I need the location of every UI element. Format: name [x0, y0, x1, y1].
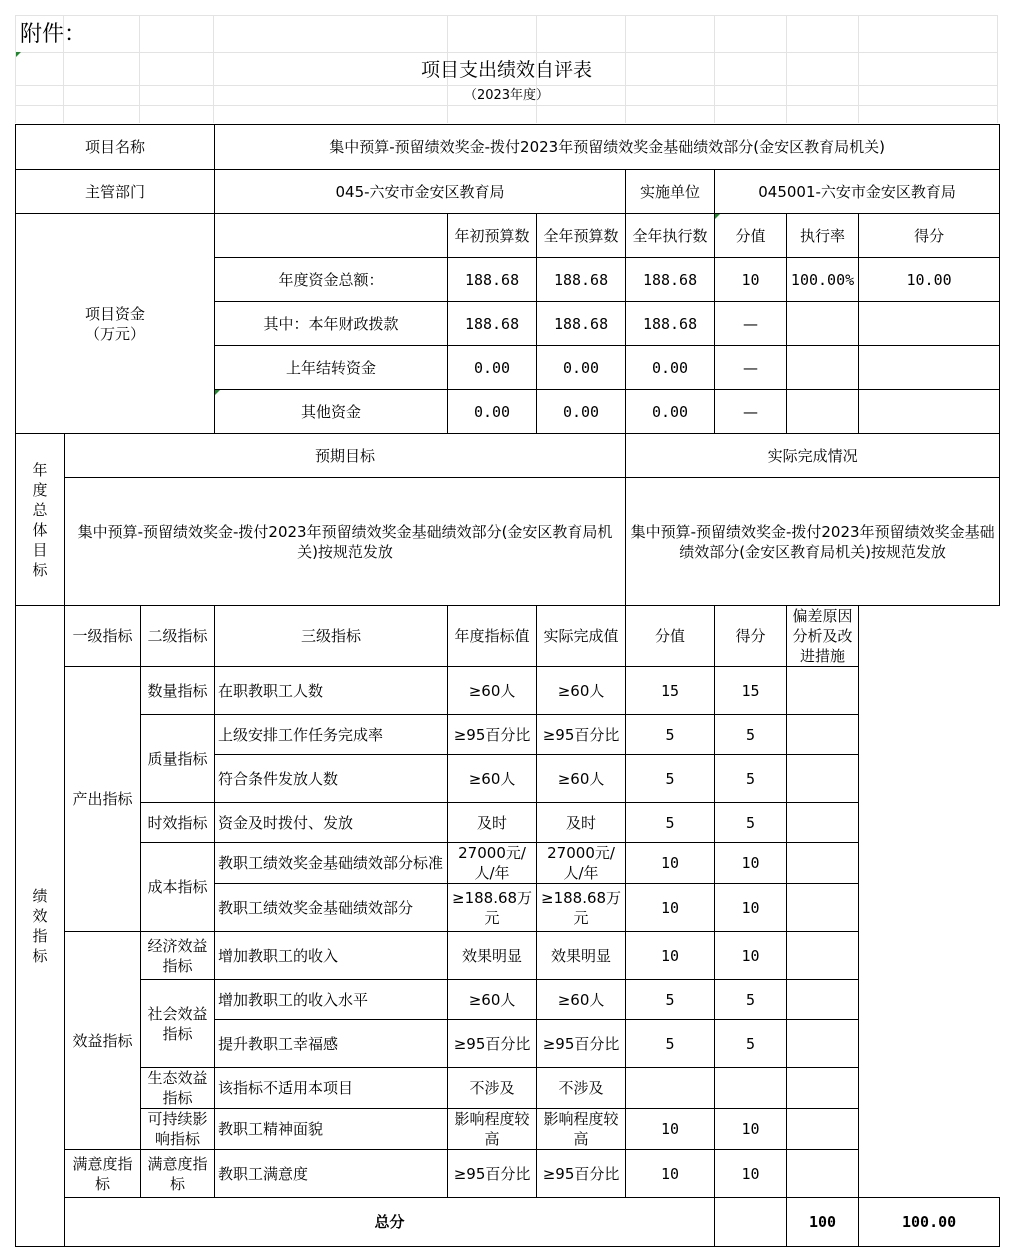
funds-score-value: —: [715, 346, 787, 390]
funds-row-name: 其他资金: [215, 390, 448, 434]
indicator-name: 在职教职工人数: [215, 667, 448, 715]
indicator-value: 15: [626, 667, 715, 715]
funds-header-score-value: 分值: [715, 214, 787, 258]
indicator-note: [787, 843, 859, 884]
funds-row-name: 年度资金总额：: [215, 258, 448, 302]
indicator-note: [787, 932, 859, 980]
indicator-target: 影响程度较高: [448, 1109, 537, 1150]
indicator-value: 5: [626, 1020, 715, 1068]
funds-initial: 0.00: [448, 390, 537, 434]
indicator-row: [16, 803, 1000, 843]
actual-goal-header: 实际完成情况: [626, 434, 1000, 478]
indicator-value: 5: [626, 803, 715, 843]
funds-rate: 100.00%: [787, 258, 859, 302]
indicator-actual: 27000元/人/年: [537, 843, 626, 884]
indicator-note: [787, 755, 859, 803]
indicator-name: 上级安排工作任务完成率: [215, 715, 448, 755]
indicator-name: 增加教职工的收入水平: [215, 980, 448, 1020]
indicator-score: 15: [715, 667, 787, 715]
funds-rate: [787, 346, 859, 390]
indicator-actual: 不涉及: [537, 1068, 626, 1109]
indicator-row: [16, 1150, 1000, 1198]
indicator-score: 10: [715, 1109, 787, 1150]
indicator-score: 5: [715, 980, 787, 1020]
header-note: 偏差原因分析及改进措施: [787, 606, 859, 667]
level1-benefit: 效益指标: [65, 932, 141, 1150]
indicator-note: [787, 1109, 859, 1150]
funds-score-value: —: [715, 390, 787, 434]
level2-satisfaction: 满意度指标: [141, 1150, 215, 1198]
indicator-target: 及时: [448, 803, 537, 843]
indicator-note: [787, 667, 859, 715]
expected-goal-text: 集中预算-预留绩效奖金-拨付2023年预留绩效奖金基础绩效部分(金安区教育局机关)按规范发放: [65, 478, 626, 606]
funds-annual: 0.00: [537, 390, 626, 434]
funds-executed: 0.00: [626, 346, 715, 390]
funds-rate: [787, 302, 859, 346]
funds-score: [859, 390, 1000, 434]
indicator-target: ≥95百分比: [448, 1020, 537, 1068]
unit-value: 045001-六安市金安区教育局: [715, 170, 1000, 214]
level1-satisfaction: 满意度指标: [65, 1150, 141, 1198]
funds-annual: 188.68: [537, 258, 626, 302]
indicator-value: [626, 1068, 715, 1109]
funds-header-initial: 年初预算数: [448, 214, 537, 258]
indicator-score: 10: [715, 1150, 787, 1198]
funds-header-executed: 全年执行数: [626, 214, 715, 258]
total-value: 100: [787, 1198, 859, 1247]
indicator-score: 5: [715, 803, 787, 843]
indicator-score: 5: [715, 755, 787, 803]
funds-header-blank: [215, 214, 448, 258]
indicator-value: 10: [626, 1150, 715, 1198]
funds-header-score: 得分: [859, 214, 1000, 258]
indicator-note: [787, 803, 859, 843]
level2-ecological: 生态效益指标: [141, 1068, 215, 1109]
indicator-name: 提升教职工幸福感: [215, 1020, 448, 1068]
indicator-actual: ≥60人: [537, 755, 626, 803]
funds-annual: 0.00: [537, 346, 626, 390]
indicator-actual: 及时: [537, 803, 626, 843]
indicator-name: 符合条件发放人数: [215, 755, 448, 803]
indicator-score: 5: [715, 715, 787, 755]
funds-initial: 0.00: [448, 346, 537, 390]
indicator-actual: ≥60人: [537, 667, 626, 715]
funds-rate: [787, 390, 859, 434]
indicator-row: [16, 980, 1000, 1020]
level1-output: 产出指标: [65, 667, 141, 932]
indicators-label: 绩效指标: [16, 606, 65, 1247]
indicator-row: [16, 843, 1000, 884]
indicator-target: ≥95百分比: [448, 715, 537, 755]
header-score: 得分: [715, 606, 787, 667]
indicator-target: ≥60人: [448, 980, 537, 1020]
funds-score: [859, 346, 1000, 390]
header-actual: 实际完成值: [537, 606, 626, 667]
indicator-note: [787, 1068, 859, 1109]
level2-sustainable: 可持续影响指标: [141, 1109, 215, 1150]
header-level3: 三级指标: [215, 606, 448, 667]
indicator-row: [16, 1068, 1000, 1109]
indicator-name: 教职工绩效奖金基础绩效部分标准: [215, 843, 448, 884]
indicator-target: 27000元/人/年: [448, 843, 537, 884]
indicator-score: 10: [715, 843, 787, 884]
indicator-actual: ≥95百分比: [537, 1020, 626, 1068]
dept-label: 主管部门: [16, 170, 215, 214]
self-evaluation-table: [15, 124, 1000, 1247]
funds-score: [859, 302, 1000, 346]
funds-initial: 188.68: [448, 258, 537, 302]
funds-score-value: —: [715, 302, 787, 346]
indicator-target: ≥188.68万元: [448, 884, 537, 932]
indicator-note: [787, 1020, 859, 1068]
year-subtitle: （2023年度）: [463, 88, 550, 103]
indicator-name: 教职工满意度: [215, 1150, 448, 1198]
indicator-name: 资金及时拨付、发放: [215, 803, 448, 843]
funds-annual: 188.68: [537, 302, 626, 346]
expected-goal-header: 预期目标: [65, 434, 626, 478]
indicator-score: [715, 1068, 787, 1109]
indicator-row: [16, 667, 1000, 715]
indicator-note: [787, 715, 859, 755]
indicator-name: 教职工精神面貌: [215, 1109, 448, 1150]
unit-label: 实施单位: [626, 170, 715, 214]
indicator-note: [787, 884, 859, 932]
indicator-note: [787, 1150, 859, 1198]
indicator-actual: 效果明显: [537, 932, 626, 980]
funds-row-name: 其中：本年财政拨款: [215, 302, 448, 346]
indicator-value: 5: [626, 755, 715, 803]
level2-social: 社会效益指标: [141, 980, 215, 1068]
indicator-name: 该指标不适用本项目: [215, 1068, 448, 1109]
funds-score: 10.00: [859, 258, 1000, 302]
indicator-score: 10: [715, 932, 787, 980]
indicator-target: 效果明显: [448, 932, 537, 980]
indicator-score: 10: [715, 884, 787, 932]
funds-label: 项目资金 （万元）: [16, 214, 215, 434]
funds-row-name: 上年结转资金: [215, 346, 448, 390]
funds-initial: 188.68: [448, 302, 537, 346]
indicator-value: 5: [626, 980, 715, 1020]
project-name-value: 集中预算-预留绩效奖金-拨付2023年预留绩效奖金基础绩效部分(金安区教育局机关): [215, 125, 1000, 170]
total-blank: [715, 1198, 787, 1247]
indicator-value: 10: [626, 843, 715, 884]
indicator-actual: ≥60人: [537, 980, 626, 1020]
indicator-name: 增加教职工的收入: [215, 932, 448, 980]
indicator-actual: ≥95百分比: [537, 715, 626, 755]
indicator-target: ≥95百分比: [448, 1150, 537, 1198]
indicator-row: [16, 932, 1000, 980]
level2-cost: 成本指标: [141, 843, 215, 932]
indicator-value: 10: [626, 884, 715, 932]
indicator-value: 10: [626, 932, 715, 980]
indicator-actual: ≥188.68万元: [537, 884, 626, 932]
funds-executed: 0.00: [626, 390, 715, 434]
level2-quality: 质量指标: [141, 715, 215, 803]
indicator-name: 教职工绩效奖金基础绩效部分: [215, 884, 448, 932]
level2-economic: 经济效益指标: [141, 932, 215, 980]
actual-goal-text: 集中预算-预留绩效奖金-拨付2023年预留绩效奖金基础绩效部分(金安区教育局机关)按规范发放: [626, 478, 1000, 606]
funds-executed: 188.68: [626, 302, 715, 346]
indicator-actual: ≥95百分比: [537, 1150, 626, 1198]
attachment-label: 附件：: [20, 22, 87, 47]
indicator-note: [787, 980, 859, 1020]
indicator-row: [16, 1109, 1000, 1150]
header-value: 分值: [626, 606, 715, 667]
indicator-target: ≥60人: [448, 755, 537, 803]
indicator-target: 不涉及: [448, 1068, 537, 1109]
funds-header-annual: 全年预算数: [537, 214, 626, 258]
indicator-row: [16, 715, 1000, 755]
goals-label: 年度总体目标: [16, 434, 65, 606]
dept-value: 045-六安市金安区教育局: [215, 170, 626, 214]
level2-timeliness: 时效指标: [141, 803, 215, 843]
total-label: 总分: [65, 1198, 715, 1247]
header-level1: 一级指标: [65, 606, 141, 667]
indicator-target: ≥60人: [448, 667, 537, 715]
page-title: 项目支出绩效自评表: [420, 59, 592, 81]
header-level2: 二级指标: [141, 606, 215, 667]
indicator-score: 5: [715, 1020, 787, 1068]
level2-quantity: 数量指标: [141, 667, 215, 715]
total-score: 100.00: [859, 1198, 1000, 1247]
indicator-value: 10: [626, 1109, 715, 1150]
header-target: 年度指标值: [448, 606, 537, 667]
indicator-actual: 影响程度较高: [537, 1109, 626, 1150]
funds-score-value: 10: [715, 258, 787, 302]
funds-executed: 188.68: [626, 258, 715, 302]
funds-header-rate: 执行率: [787, 214, 859, 258]
project-name-label: 项目名称: [16, 125, 215, 170]
indicator-value: 5: [626, 715, 715, 755]
